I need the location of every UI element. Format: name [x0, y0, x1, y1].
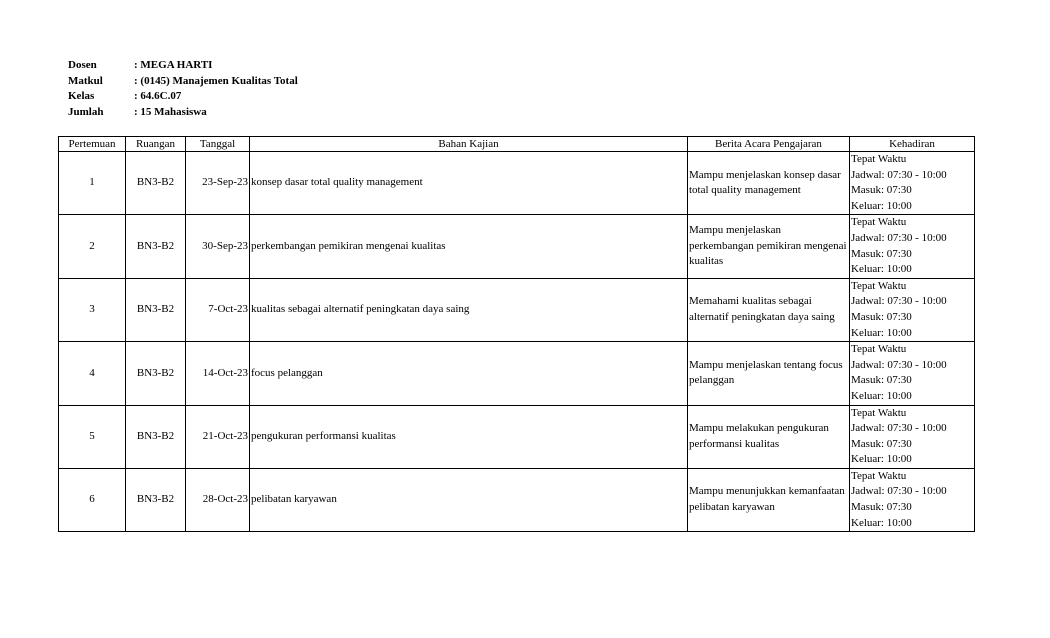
kelas-value: : 64.6C.07 — [134, 90, 182, 103]
header-row-kelas — [68, 89, 298, 105]
table-row — [59, 468, 975, 531]
kehadiran-status: Tepat Waktu — [851, 343, 907, 356]
cell-kehadiran — [850, 278, 975, 341]
kehadiran-masuk: Masuk: 07:30 — [851, 437, 912, 450]
cell-bahan-kajian: pengukuran performansi kualitas — [250, 405, 688, 468]
kehadiran-masuk: Masuk: 07:30 — [851, 501, 912, 514]
teaching-log-table — [58, 136, 975, 532]
kehadiran-masuk: Masuk: 07:30 — [851, 374, 912, 387]
cell-ruangan: BN3-B2 — [126, 215, 186, 278]
col-header-kehadiran: Kehadiran — [850, 137, 975, 152]
cell-tanggal: 30-Sep-23 — [186, 215, 250, 278]
cell-berita-acara: Mampu menjelaskan perkembangan pemikiran mengenai kualitas — [688, 215, 850, 278]
cell-ruangan: BN3-B2 — [126, 278, 186, 341]
col-header-bahan-kajian: Bahan Kajian — [250, 137, 688, 152]
jumlah-value: : 15 Mahasiswa — [134, 105, 207, 118]
kehadiran-jadwal: Jadwal: 07:30 - 10:00 — [851, 295, 947, 308]
table-header-row — [59, 137, 975, 152]
cell-tanggal: 23-Sep-23 — [186, 152, 250, 215]
cell-ruangan: BN3-B2 — [126, 342, 186, 405]
dosen-label: Dosen — [68, 59, 97, 71]
cell-ruangan: BN3-B2 — [126, 468, 186, 531]
cell-ruangan: BN3-B2 — [126, 405, 186, 468]
cell-kehadiran — [850, 152, 975, 215]
cell-pertemuan: 1 — [59, 152, 126, 215]
col-header-berita-acara: Berita Acara Pengajaran — [688, 137, 850, 152]
kehadiran-masuk: Masuk: 07:30 — [851, 247, 912, 260]
col-header-tanggal: Tanggal — [186, 137, 250, 152]
header-row-matkul — [68, 74, 298, 90]
cell-pertemuan: 6 — [59, 468, 126, 531]
cell-berita-acara: Memahami kualitas sebagai alternatif peningkatan daya saing — [688, 278, 850, 341]
cell-tanggal: 21-Oct-23 — [186, 405, 250, 468]
table-row — [59, 278, 975, 341]
table-row — [59, 342, 975, 405]
kehadiran-keluar: Keluar: 10:00 — [851, 263, 912, 276]
kehadiran-status: Tepat Waktu — [851, 406, 907, 419]
col-header-ruangan: Ruangan — [126, 137, 186, 152]
kehadiran-keluar: Keluar: 10:00 — [851, 199, 912, 212]
cell-kehadiran — [850, 215, 975, 278]
header-row-jumlah — [68, 105, 298, 121]
cell-berita-acara: Mampu menjelaskan tentang focus pelanggan — [688, 342, 850, 405]
cell-bahan-kajian: pelibatan karyawan — [250, 468, 688, 531]
cell-pertemuan: 2 — [59, 215, 126, 278]
kehadiran-status: Tepat Waktu — [851, 279, 907, 292]
header-row-dosen — [68, 58, 298, 74]
cell-bahan-kajian: focus pelanggan — [250, 342, 688, 405]
kehadiran-jadwal: Jadwal: 07:30 - 10:00 — [851, 422, 947, 435]
kehadiran-jadwal: Jadwal: 07:30 - 10:00 — [851, 231, 947, 244]
kehadiran-status: Tepat Waktu — [851, 153, 907, 165]
table-row — [59, 215, 975, 278]
cell-tanggal: 7-Oct-23 — [186, 278, 250, 341]
cell-kehadiran — [850, 468, 975, 531]
document-header — [68, 58, 298, 120]
kelas-label: Kelas — [68, 90, 95, 103]
kehadiran-masuk: Masuk: 07:30 — [851, 184, 912, 197]
kehadiran-keluar: Keluar: 10:00 — [851, 453, 912, 466]
cell-berita-acara: Mampu melakukan pengukuran performansi kualitas — [688, 405, 850, 468]
cell-kehadiran — [850, 405, 975, 468]
cell-pertemuan: 4 — [59, 342, 126, 405]
table-row — [59, 152, 975, 215]
cell-kehadiran — [850, 342, 975, 405]
cell-pertemuan: 3 — [59, 278, 126, 341]
kehadiran-status: Tepat Waktu — [851, 469, 907, 482]
cell-berita-acara: Mampu menjelaskan konsep dasar total quality management — [688, 152, 850, 215]
kehadiran-keluar: Keluar: 10:00 — [851, 516, 912, 529]
cell-bahan-kajian: konsep dasar total quality management — [250, 152, 688, 215]
kehadiran-status: Tepat Waktu — [851, 216, 907, 229]
cell-tanggal: 14-Oct-23 — [186, 342, 250, 405]
kehadiran-jadwal: Jadwal: 07:30 - 10:00 — [851, 168, 947, 181]
matkul-label: Matkul — [68, 74, 103, 87]
cell-berita-acara: Mampu menunjukkan kemanfaatan pelibatan karyawan — [688, 468, 850, 531]
dosen-value: : MEGA HARTI — [134, 59, 213, 71]
kehadiran-keluar: Keluar: 10:00 — [851, 389, 912, 402]
jumlah-label: Jumlah — [68, 105, 104, 118]
cell-ruangan: BN3-B2 — [126, 152, 186, 215]
kehadiran-jadwal: Jadwal: 07:30 - 10:00 — [851, 485, 947, 498]
cell-bahan-kajian: kualitas sebagai alternatif peningkatan daya saing — [250, 278, 688, 341]
kehadiran-jadwal: Jadwal: 07:30 - 10:00 — [851, 358, 947, 371]
cell-pertemuan: 5 — [59, 405, 126, 468]
kehadiran-keluar: Keluar: 10:00 — [851, 326, 912, 339]
table-row — [59, 405, 975, 468]
col-header-pertemuan: Pertemuan — [59, 137, 126, 152]
cell-tanggal: 28-Oct-23 — [186, 468, 250, 531]
matkul-value: : (0145) Manajemen Kualitas Total — [134, 74, 298, 87]
kehadiran-masuk: Masuk: 07:30 — [851, 310, 912, 323]
cell-bahan-kajian: perkembangan pemikiran mengenai kualitas — [250, 215, 688, 278]
